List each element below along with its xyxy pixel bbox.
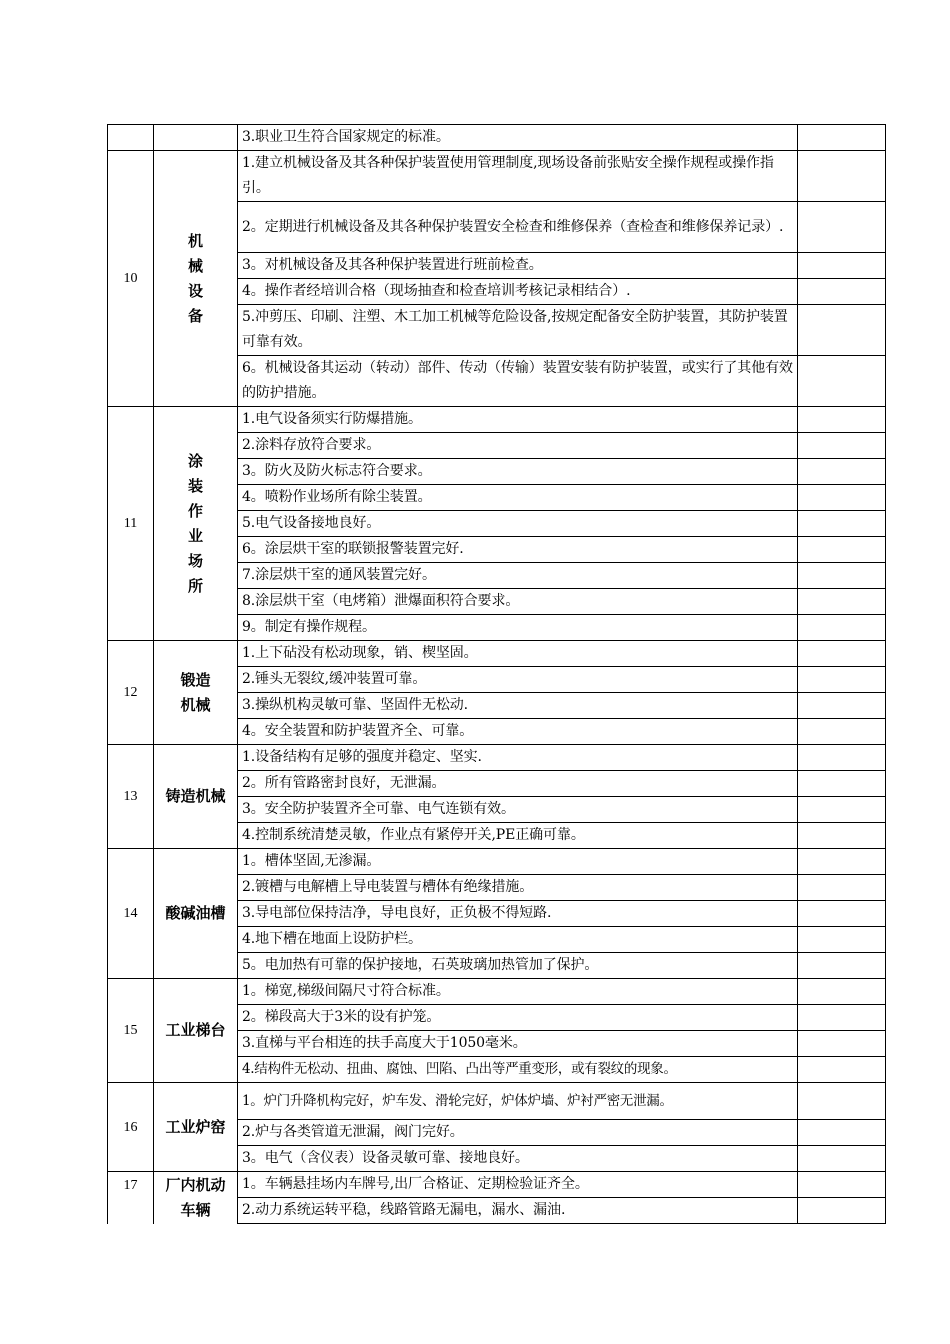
category-cell: 厂内机动 车辆 <box>154 1172 238 1224</box>
check-item: 2.镀槽与电解槽上导电装置与槽体有绝缘措施。 <box>238 875 798 901</box>
check-item: 3.直梯与平台相连的扶手高度大于1050毫米。 <box>238 1031 798 1057</box>
category-cell: 机 械 设 备 <box>154 151 238 407</box>
check-item: 4。喷粉作业场所有除尘装置。 <box>238 485 798 511</box>
section-number: 17 <box>108 1172 154 1224</box>
section-number: 16 <box>108 1083 154 1172</box>
check-item: 8.涂层烘干室（电烤箱）泄爆面积符合要求。 <box>238 589 798 615</box>
category-cell: 工业炉窑 <box>154 1083 238 1172</box>
result-cell[interactable] <box>798 719 886 745</box>
check-item: 3.导电部位保持洁净，导电良好，正负极不得短路. <box>238 901 798 927</box>
safety-checklist-table <box>107 124 886 1224</box>
category-cell: 铸造机械 <box>154 745 238 849</box>
section-number: 13 <box>108 745 154 849</box>
result-cell[interactable] <box>798 927 886 953</box>
check-item: 5.冲剪压、印刷、注塑、木工加工机械等危险设备,按规定配备安全防护装置，其防护装置可靠有效。 <box>238 305 798 356</box>
result-cell[interactable] <box>798 1146 886 1172</box>
check-item: 3。安全防护装置齐全可靠、电气连锁有效。 <box>238 797 798 823</box>
result-cell[interactable] <box>798 1198 886 1224</box>
check-item: 2.炉与各类管道无泄漏，阀门完好。 <box>238 1120 798 1146</box>
check-item: 2。所有管路密封良好，无泄漏。 <box>238 771 798 797</box>
result-cell[interactable] <box>798 356 886 407</box>
section-number: 11 <box>108 407 154 641</box>
check-item: 1。车辆悬挂场内车牌号,出厂合格证、定期检验证齐全。 <box>238 1172 798 1198</box>
result-cell[interactable] <box>798 563 886 589</box>
result-cell[interactable] <box>798 1083 886 1120</box>
check-item: 5.电气设备接地良好。 <box>238 511 798 537</box>
result-cell[interactable] <box>798 1120 886 1146</box>
result-cell[interactable] <box>798 641 886 667</box>
result-cell[interactable] <box>798 693 886 719</box>
result-cell[interactable] <box>798 615 886 641</box>
category-cell <box>154 125 238 151</box>
table-row <box>108 849 886 875</box>
table-row <box>108 745 886 771</box>
section-number: 15 <box>108 979 154 1083</box>
section-number <box>108 125 154 151</box>
result-cell[interactable] <box>798 979 886 1005</box>
table-row <box>108 407 886 433</box>
check-item: 6。机械设备其运动（转动）部件、传动（传输）装置安装有防护装置，或实行了其他有效的防护措施。 <box>238 356 798 407</box>
result-cell[interactable] <box>798 771 886 797</box>
category-cell: 工业梯台 <box>154 979 238 1083</box>
result-cell[interactable] <box>798 745 886 771</box>
result-cell[interactable] <box>798 1005 886 1031</box>
check-item: 1.建立机械设备及其各种保护装置使用管理制度,现场设备前张贴安全操作规程或操作指引。 <box>238 151 798 202</box>
result-cell[interactable] <box>798 823 886 849</box>
category-cell: 锻造 机械 <box>154 641 238 745</box>
check-item: 4.地下槽在地面上设防护栏。 <box>238 927 798 953</box>
section-number: 14 <box>108 849 154 979</box>
category-cell: 涂 装 作 业 场 所 <box>154 407 238 641</box>
result-cell[interactable] <box>798 537 886 563</box>
result-cell[interactable] <box>798 1057 886 1083</box>
section-number: 12 <box>108 641 154 745</box>
check-item: 1.电气设备须实行防爆措施。 <box>238 407 798 433</box>
check-item: 3.操纵机构灵敏可靠、坚固件无松动. <box>238 693 798 719</box>
table-row <box>108 1172 886 1198</box>
result-cell[interactable] <box>798 253 886 279</box>
check-item: 2.锤头无裂纹,缓冲装置可靠。 <box>238 667 798 693</box>
result-cell[interactable] <box>798 151 886 202</box>
check-item: 3。电气（含仪表）设备灵敏可靠、接地良好。 <box>238 1146 798 1172</box>
result-cell[interactable] <box>798 511 886 537</box>
result-cell[interactable] <box>798 125 886 151</box>
check-item: 9。制定有操作规程。 <box>238 615 798 641</box>
table-row <box>108 125 886 151</box>
result-cell[interactable] <box>798 589 886 615</box>
check-item: 4。安全装置和防护装置齐全、可靠。 <box>238 719 798 745</box>
check-item: 7.涂层烘干室的通风装置完好。 <box>238 563 798 589</box>
result-cell[interactable] <box>798 202 886 253</box>
result-cell[interactable] <box>798 279 886 305</box>
result-cell[interactable] <box>798 901 886 927</box>
check-item: 6。涂层烘干室的联锁报警装置完好. <box>238 537 798 563</box>
check-item: 1.上下砧没有松动现象，销、楔坚固。 <box>238 641 798 667</box>
check-item: 2.动力系统运转平稳，线路管路无漏电，漏水、漏油. <box>238 1198 798 1224</box>
section-number: 10 <box>108 151 154 407</box>
check-item: 1。槽体坚固,无渗漏。 <box>238 849 798 875</box>
result-cell[interactable] <box>798 875 886 901</box>
check-item: 4.结构件无松动、扭曲、腐蚀、凹陷、凸出等严重变形，或有裂纹的现象。 <box>238 1057 798 1083</box>
table-row <box>108 979 886 1005</box>
check-item: 3。对机械设备及其各种保护装置进行班前检查。 <box>238 253 798 279</box>
result-cell[interactable] <box>798 485 886 511</box>
check-item: 5。电加热有可靠的保护接地，石英玻璃加热管加了保护。 <box>238 953 798 979</box>
check-item: 3.职业卫生符合国家规定的标准。 <box>238 125 798 151</box>
result-cell[interactable] <box>798 1172 886 1198</box>
result-cell[interactable] <box>798 407 886 433</box>
check-item: 1.设备结构有足够的强度并稳定、坚实. <box>238 745 798 771</box>
check-item: 2。梯段高大于3米的设有护笼。 <box>238 1005 798 1031</box>
check-item: 3。防火及防火标志符合要求。 <box>238 459 798 485</box>
table-row <box>108 1083 886 1120</box>
result-cell[interactable] <box>798 953 886 979</box>
check-item: 1。炉门升降机构完好，炉车发、滑轮完好，炉体炉墙、炉衬严密无泄漏。 <box>238 1083 798 1120</box>
category-cell: 酸碱油槽 <box>154 849 238 979</box>
table-row <box>108 641 886 667</box>
check-item: 4.控制系统清楚灵敏，作业点有紧停开关,PE正确可靠。 <box>238 823 798 849</box>
result-cell[interactable] <box>798 797 886 823</box>
result-cell[interactable] <box>798 667 886 693</box>
check-item: 1。梯宽,梯级间隔尺寸符合标准。 <box>238 979 798 1005</box>
result-cell[interactable] <box>798 459 886 485</box>
result-cell[interactable] <box>798 305 886 356</box>
result-cell[interactable] <box>798 1031 886 1057</box>
check-item: 4。操作者经培训合格（现场抽查和检查培训考核记录相结合）. <box>238 279 798 305</box>
check-item: 2。定期进行机械设备及其各种保护装置安全检查和维修保养（查检查和维修保养记录）. <box>238 202 798 253</box>
result-cell[interactable] <box>798 849 886 875</box>
result-cell[interactable] <box>798 433 886 459</box>
check-item: 2.涂料存放符合要求。 <box>238 433 798 459</box>
table-row <box>108 151 886 202</box>
